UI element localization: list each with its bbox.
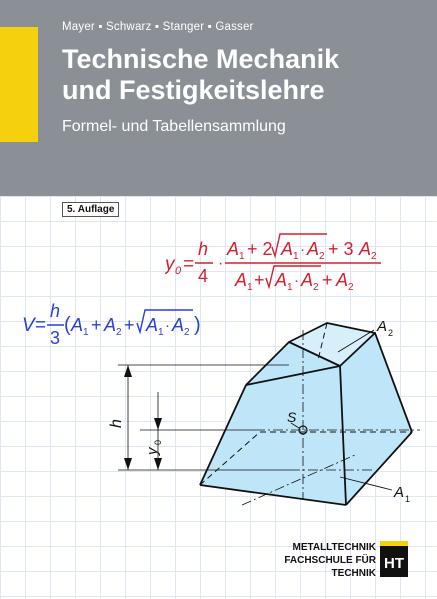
publisher-logo-text: HT: [384, 555, 404, 572]
formula-blue-a1: A: [71, 315, 84, 335]
formula-red-dot: ·: [218, 255, 224, 272]
formula-red-frac-num: h: [198, 239, 209, 259]
label-a1-sub: 1: [405, 494, 411, 504]
num-plus2: + 2: [247, 239, 273, 259]
label-a2-sub: 2: [388, 328, 394, 338]
formula-red-eq: =: [183, 254, 195, 275]
formula-blue-eq: =: [35, 315, 47, 336]
num-sqrt-a2: A: [307, 239, 320, 259]
den-sub2: 2: [348, 282, 354, 293]
frustum-body: [200, 333, 412, 505]
formula-blue-open: (: [64, 314, 71, 336]
den-sub1: 1: [247, 282, 253, 293]
author-list: Mayer ▪ Schwarz ▪ Stanger ▪ Gasser: [62, 21, 254, 33]
label-a2: A: [377, 318, 388, 335]
label-centroid-s: S: [287, 409, 297, 425]
series-line-1: METALLTECHNIK: [292, 542, 376, 553]
formula-blue-sub1: 1: [83, 327, 89, 338]
formula-red-lhs: y: [165, 254, 175, 275]
num-sqrt-a1: A: [281, 239, 294, 259]
num-sqrt-sub2: 2: [319, 251, 325, 262]
den-sqrt-a2: A: [301, 270, 314, 290]
label-y0: y: [144, 447, 161, 455]
title-line-2: und Festigkeitslehre: [62, 75, 325, 105]
num-sub1: 1: [239, 251, 245, 262]
series-line-2: FACHSCHULE FÜR TECHNIK: [284, 555, 376, 579]
label-a1: A: [394, 484, 405, 501]
edition-badge: 5. Auflage: [62, 202, 119, 217]
num-sqrt-dot: ·: [300, 241, 305, 258]
formula-blue-sqrt-sub2: 2: [184, 327, 190, 338]
publisher-logo: [380, 541, 408, 577]
series-label: [240, 541, 376, 580]
title-line-1: Technische Mechanik: [62, 44, 340, 74]
label-h: h: [108, 419, 125, 428]
formula-blue-sqrt-dot: ·: [165, 317, 170, 334]
num-sub2: 2: [371, 251, 377, 262]
formula-blue-frac-den: 3: [50, 328, 61, 348]
den-sqrt-sub2: 2: [313, 282, 319, 293]
formula-blue-a2: A: [104, 315, 117, 335]
formula-blue-sqrt-sub1: 1: [158, 327, 164, 338]
den-sqrt-dot: ·: [294, 272, 299, 289]
den-a1: A: [235, 270, 248, 290]
num-sqrt-sub1: 1: [293, 251, 299, 262]
num-a2: A: [359, 239, 372, 259]
formula-blue-frac-num: h: [50, 301, 61, 321]
formula-blue-plus2: +: [124, 315, 135, 335]
formula-blue-plus1: +: [91, 315, 102, 335]
den-plus2: +: [322, 270, 333, 290]
formula-red-lhs-sub: 0: [175, 265, 182, 277]
formula-blue-sqrt-a2: A: [172, 315, 185, 335]
formula-blue-close: ): [194, 314, 201, 336]
formula-blue-lhs: V: [22, 315, 35, 336]
label-y0-sub: 0: [153, 439, 163, 445]
book-subtitle: Formel- und Tabellensammlung: [62, 118, 286, 135]
den-plus: +: [254, 270, 265, 290]
num-plus3: + 3: [328, 239, 354, 259]
formula-blue-sub2: 2: [116, 327, 122, 338]
formula-red-frac-den: 4: [198, 266, 209, 286]
den-sqrt-a1: A: [275, 270, 288, 290]
den-sqrt-sub1: 1: [287, 282, 293, 293]
formula-blue-sqrt-a1: A: [146, 315, 159, 335]
den-a2: A: [336, 270, 349, 290]
num-a1: A: [227, 239, 240, 259]
